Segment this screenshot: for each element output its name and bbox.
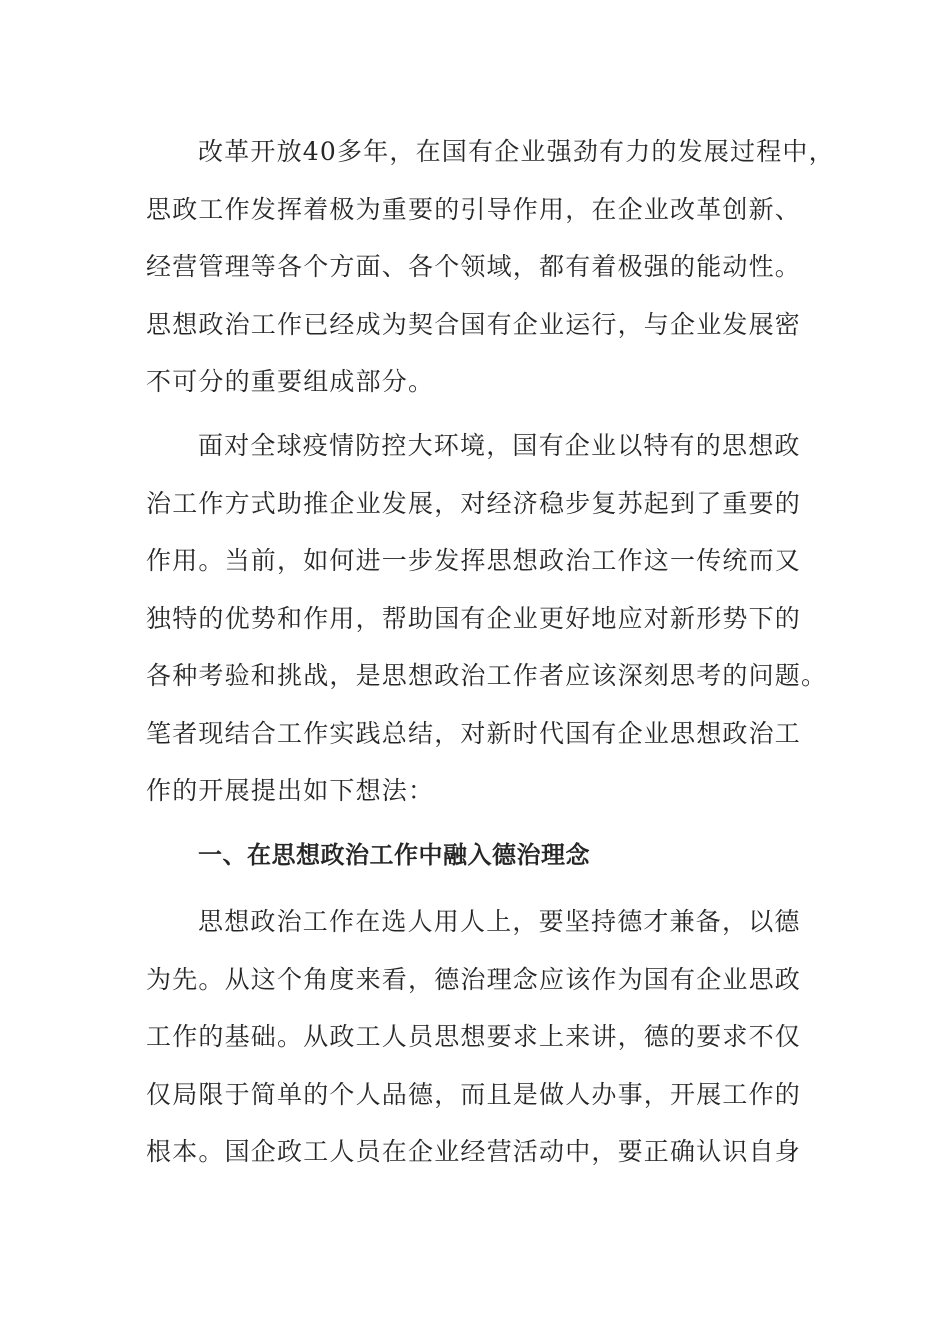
paragraph-line: 作用。当前，如何进一步发挥思想政治工作这一传统而又 (146, 546, 802, 575)
paragraph-line: 工作的基础。从政工人员思想要求上来讲，德的要求不仅 (146, 1022, 802, 1051)
paragraph-section1 (146, 893, 826, 1181)
paragraph-line: 思政工作发挥着极为重要的引导作用，在企业改革创新、 (146, 194, 802, 224)
paragraph-line: 面对全球疫情防控大环境，国有企业以特有的思想政 (198, 431, 801, 460)
paragraph-line: 改革开放40多年，在国有企业强劲有力的发展过程中， (198, 137, 835, 166)
paragraph-line: 作的开展提出如下想法： (146, 776, 435, 805)
paragraph-line: 思想政治工作在选人用人上，要坚持德才兼备，以德 (198, 907, 801, 936)
paragraph-intro (146, 123, 835, 411)
paragraph-line: 笔者现结合工作实践总结，对新时代国有企业思想政治工 (146, 718, 802, 748)
paragraph-line: 各种考验和挑战，是思想政治工作者应该深刻思考的问题。 (146, 661, 828, 690)
section-heading-block (146, 827, 826, 885)
paragraph-line: 仅局限于简单的个人品德，而且是做人办事，开展工作的 (146, 1079, 802, 1109)
paragraph-line: 经营管理等各个方面、各个领域，都有着极强的能动性。 (146, 252, 802, 281)
paragraph-line: 不可分的重要组成部分。 (146, 367, 435, 396)
paragraph-context (146, 417, 826, 820)
section-heading: 一、在思想政治工作中融入德治理念 (198, 841, 590, 869)
paragraph-line: 根本。国企政工人员在企业经营活动中，要正确认识自身 (146, 1137, 802, 1166)
paragraph-line: 为先。从这个角度来看，德治理念应该作为国有企业思政 (146, 964, 802, 994)
paragraph-line: 思想政治工作已经成为契合国有企业运行，与企业发展密 (146, 309, 802, 339)
paragraph-line: 独特的优势和作用，帮助国有企业更好地应对新形势下的 (146, 603, 802, 633)
paragraph-line: 治工作方式助推企业发展，对经济稳步复苏起到了重要的 (146, 488, 802, 518)
